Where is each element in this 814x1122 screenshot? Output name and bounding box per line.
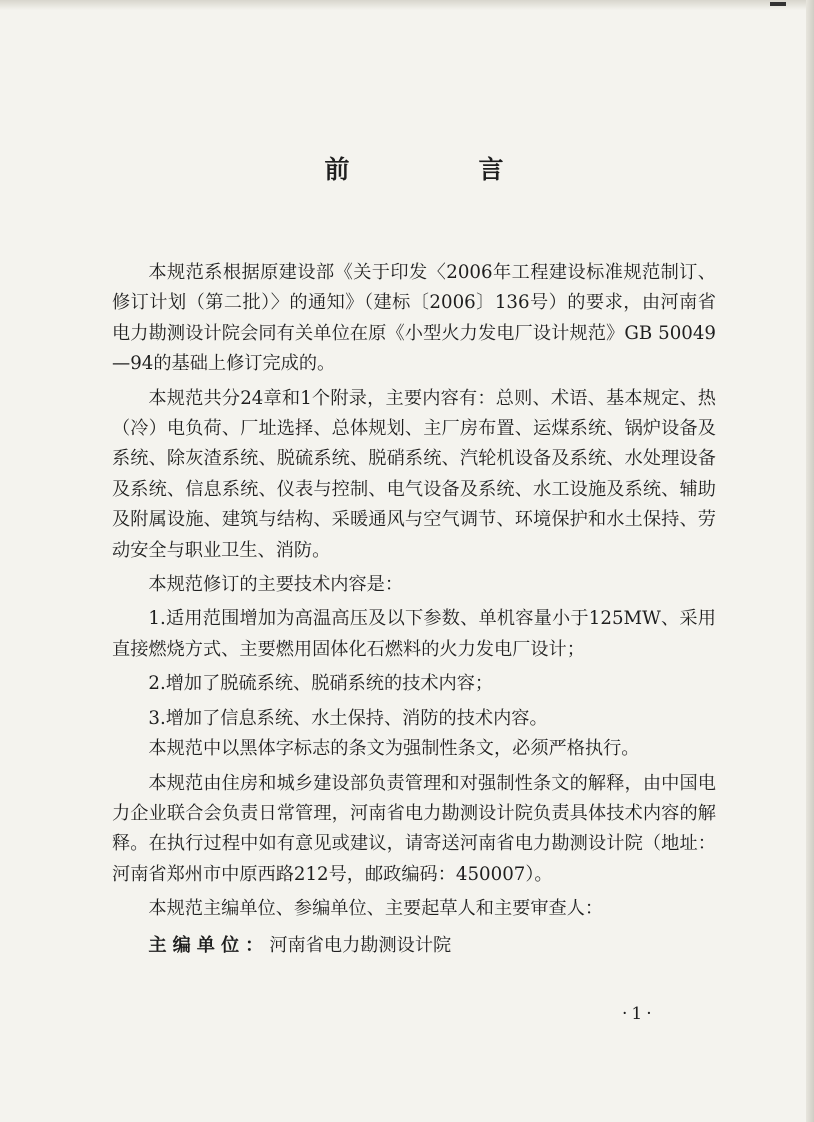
revision-item-1: 1.适用范围增加为高温高压及以下参数、单机容量小于125MW、采用直接燃烧方式、主要燃用固体化石燃料的火力发电厂设计； <box>112 608 716 660</box>
units-intro-paragraph: 本规范主编单位、参编单位、主要起草人和主要审查人： <box>148 898 604 920</box>
chief-editor-label: 主编单位： <box>148 934 270 956</box>
preface-paragraph-3: 本规范修订的主要技术内容是： <box>148 574 404 596</box>
scan-corner-mark <box>770 2 786 6</box>
revision-item-3: 3.增加了信息系统、水土保持、消防的技术内容。 <box>148 707 548 729</box>
preface-paragraph-2: 本规范共分24章和1个附录，主要内容有：总则、术语、基本规定、热（冷）电负荷、厂址选择、总体规划、主厂房布置、运煤系统、锅炉设备及系统、除灰渣系统、脱硫系统、脱硝系统、汽轮机设备及系统、水处理设备及系统、信息系统、仪表与控制、电气设备及系统、水工设施及系统、辅助及附属设施、建筑与结构、采暖通风与空气调节、环境保护和水土保持、劳动安全与职业卫生、消防。 <box>112 387 716 561</box>
page-title: 前 言 <box>324 155 556 184</box>
mandatory-clause-note: 本规范中以黑体字标志的条文为强制性条文，必须严格执行。 <box>148 738 640 760</box>
preface-paragraph-1: 本规范系根据原建设部《关于印发〈2006年工程建设标准规范制订、修订计划（第二批）〉的通知》（建标〔2006〕136号）的要求，由河南省电力勘测设计院会同有关单位在原《小型火力发电厂设计规范》GB 50049—94的基础上修订完成的。 <box>112 262 716 375</box>
revision-item-2: 2.增加了脱硫系统、脱硝系统的技术内容； <box>148 673 494 695</box>
document-page <box>112 150 716 961</box>
chief-editor-line <box>112 931 716 961</box>
scan-edge-right <box>806 0 814 1122</box>
scan-edge-top <box>0 0 814 10</box>
chief-editor-value: 河南省电力勘测设计院 <box>269 934 452 956</box>
management-paragraph: 本规范由住房和城乡建设部负责管理和对强制性条文的解释，由中国电力企业联合会负责日常管理，河南省电力勘测设计院负责具体技术内容的解释。在执行过程中如有意见或建议，请寄送河南省电力勘测设计院（地址：河南省郑州市中原西路212号，邮政编码：450007）。 <box>112 772 716 885</box>
page-number: ·1· <box>622 1004 656 1024</box>
